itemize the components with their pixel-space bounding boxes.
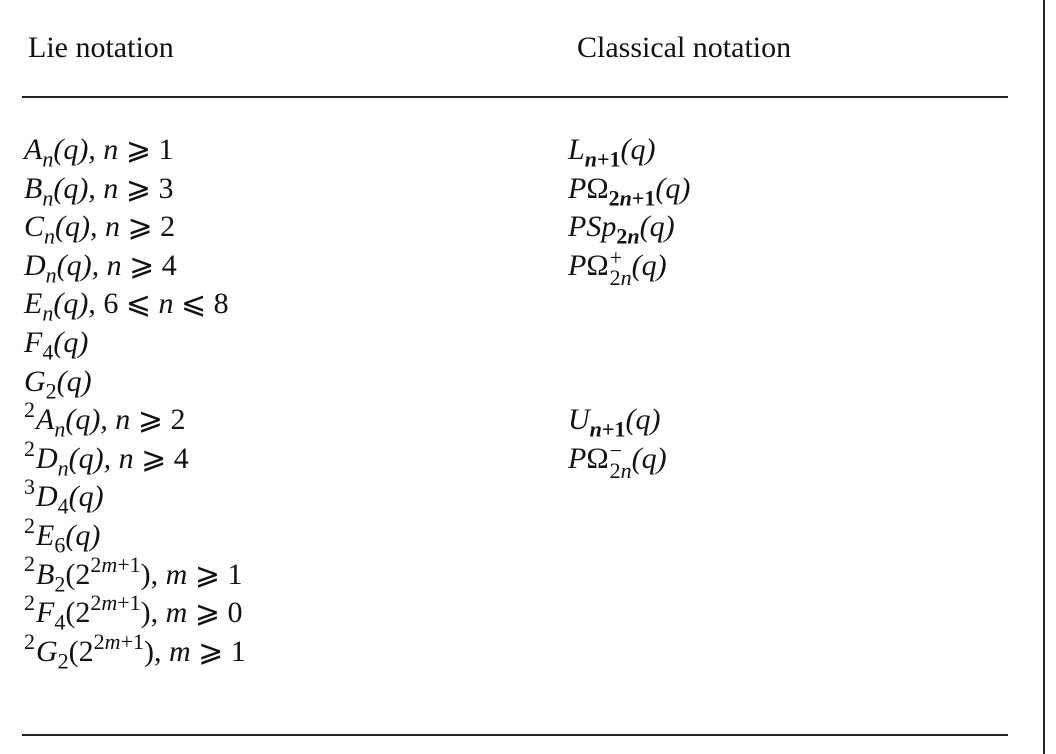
- classical-cell-empty: [568, 557, 690, 596]
- classical-cell: PSp$_{2n}$(q): [568, 210, 675, 249]
- classical-cell-empty: [568, 286, 690, 325]
- footer-rule: [22, 734, 1008, 736]
- classical-cell-empty: [568, 518, 690, 557]
- lie-cell: $C_n(q)$, n ⩾ 2: [24, 210, 176, 249]
- lie-cell: $^3D_4(q)$: [24, 474, 104, 520]
- classical-cell: $U_{n+1}(q)$: [568, 403, 661, 442]
- classical-cell: PΩ − 2n (q): [568, 437, 667, 483]
- classical-cell: $L_{n+1}(q)$: [568, 133, 656, 172]
- page-edge-rule: [1043, 0, 1045, 754]
- lie-cell: $D_n(q)$, n ⩾ 4: [24, 248, 177, 288]
- lie-cell: $G_2(q)$: [24, 364, 92, 404]
- classical-cell-empty: [568, 325, 690, 364]
- header-lie-notation: Lie notation: [28, 31, 174, 64]
- lie-cell: $^2G_2(2^{2m+1})$, m ⩾ 1: [24, 628, 246, 674]
- header-rule: [22, 96, 1008, 98]
- classical-cell-empty: [568, 479, 690, 518]
- lie-cell: $F_4(q)$: [24, 325, 89, 365]
- lie-cell: $A_n(q)$, n ⩾ 1: [24, 133, 174, 172]
- lie-cell: $^2F_4(2^{2m+1})$, m ⩾ 0: [24, 590, 243, 635]
- lie-cell: $^2B_2(2^{2m+1})$, m ⩾ 1: [24, 551, 243, 597]
- header-classical-notation: Classical notation: [577, 31, 792, 64]
- lie-cell: $^2E_6(q)$: [24, 512, 101, 558]
- classical-notation-column: [568, 132, 690, 672]
- classical-cell-empty: [568, 364, 690, 403]
- classical-cell: PΩ + 2n (q): [568, 244, 667, 290]
- lie-notation-column: [24, 132, 246, 672]
- lie-cell: $^2A_n(q)$, n ⩾ 2: [24, 397, 186, 442]
- classical-cell-empty: [568, 595, 690, 634]
- classical-cell-empty: [568, 634, 690, 673]
- lie-cell: $B_n(q)$, n ⩾ 3: [24, 171, 174, 211]
- lie-cell: $^2D_n(q)$, n ⩾ 4: [24, 435, 189, 481]
- classical-cell: $P\Omega_{2n+1}(q)$: [568, 171, 691, 211]
- lie-cell: $E_n(q)$, 6 ⩽ n ⩽ 8: [24, 287, 229, 327]
